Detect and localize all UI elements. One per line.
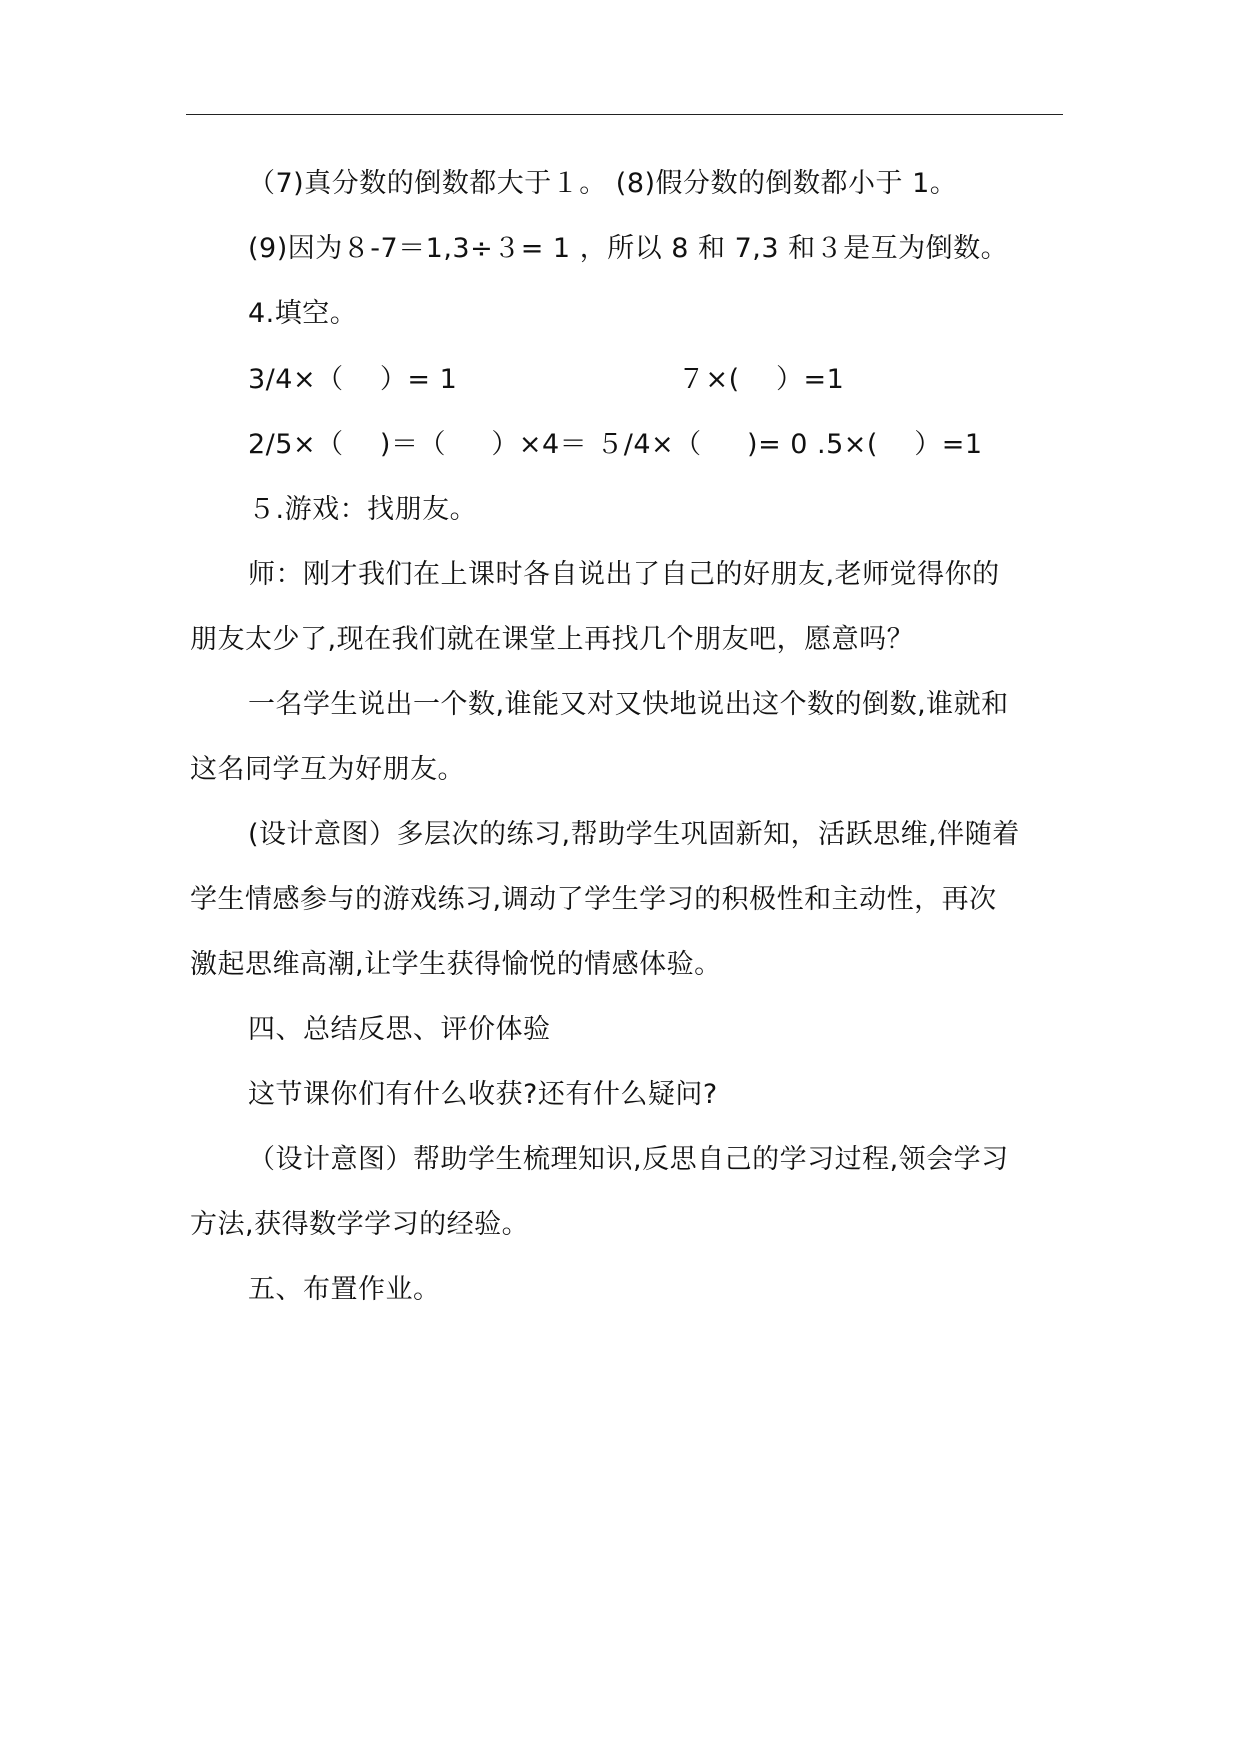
section-homework-heading: 五、布置作业。 — [248, 1274, 441, 1305]
exercise-9: (9)因为８-7＝1,3÷３= 1 ，所以 8 和 7,3 和３是互为倒数。 — [248, 233, 1009, 264]
paragraph-line: 师：刚才我们在上课时各自说出了自己的好朋友,老师觉得你的 — [248, 559, 1000, 590]
paragraph-line: 方法,获得数学学习的经验。 — [190, 1209, 530, 1240]
paragraph-line: 这节课你们有什么收获?还有什么疑问? — [248, 1079, 718, 1110]
paragraph-line: 一名学生说出一个数,谁能又对又快地说出这个数的倒数,谁就和 — [248, 689, 1009, 720]
paragraph-line: (设计意图）多层次的练习,帮助学生巩固新知，活跃思维,伴随着 — [248, 819, 1020, 850]
paragraph-line: 朋友太少了,现在我们就在课堂上再找几个朋友吧，愿意吗？ — [190, 624, 915, 655]
header-rule — [186, 114, 1063, 115]
paragraph-line: 学生情感参与的游戏练习,调动了学生学习的积极性和主动性，再次 — [190, 884, 997, 915]
section-fill-blank-heading: 4.填空。 — [248, 298, 358, 329]
section-summary-heading: 四、总结反思、评价体验 — [248, 1014, 551, 1045]
fill-blank-3: 2/5×（ )＝（ ）×4＝ ５/4×（ )= 0 .5×( ）=1 — [248, 429, 983, 460]
fill-blank-1: 3/4×（ ）= 1 — [248, 364, 458, 395]
paragraph-line: （设计意图）帮助学生梳理知识,反思自己的学习过程,领会学习 — [248, 1144, 1009, 1175]
fill-blank-2: ７×( ）=1 — [678, 364, 845, 395]
section-game-heading: ５.游戏：找朋友。 — [248, 494, 478, 525]
paragraph-line: 这名同学互为好朋友。 — [190, 754, 465, 785]
paragraph-line: 激起思维高潮,让学生获得愉悦的情感体验。 — [190, 949, 722, 980]
exercise-7-8: （7)真分数的倒数都大于１。 (8)假分数的倒数都小于 1。 — [248, 168, 958, 199]
